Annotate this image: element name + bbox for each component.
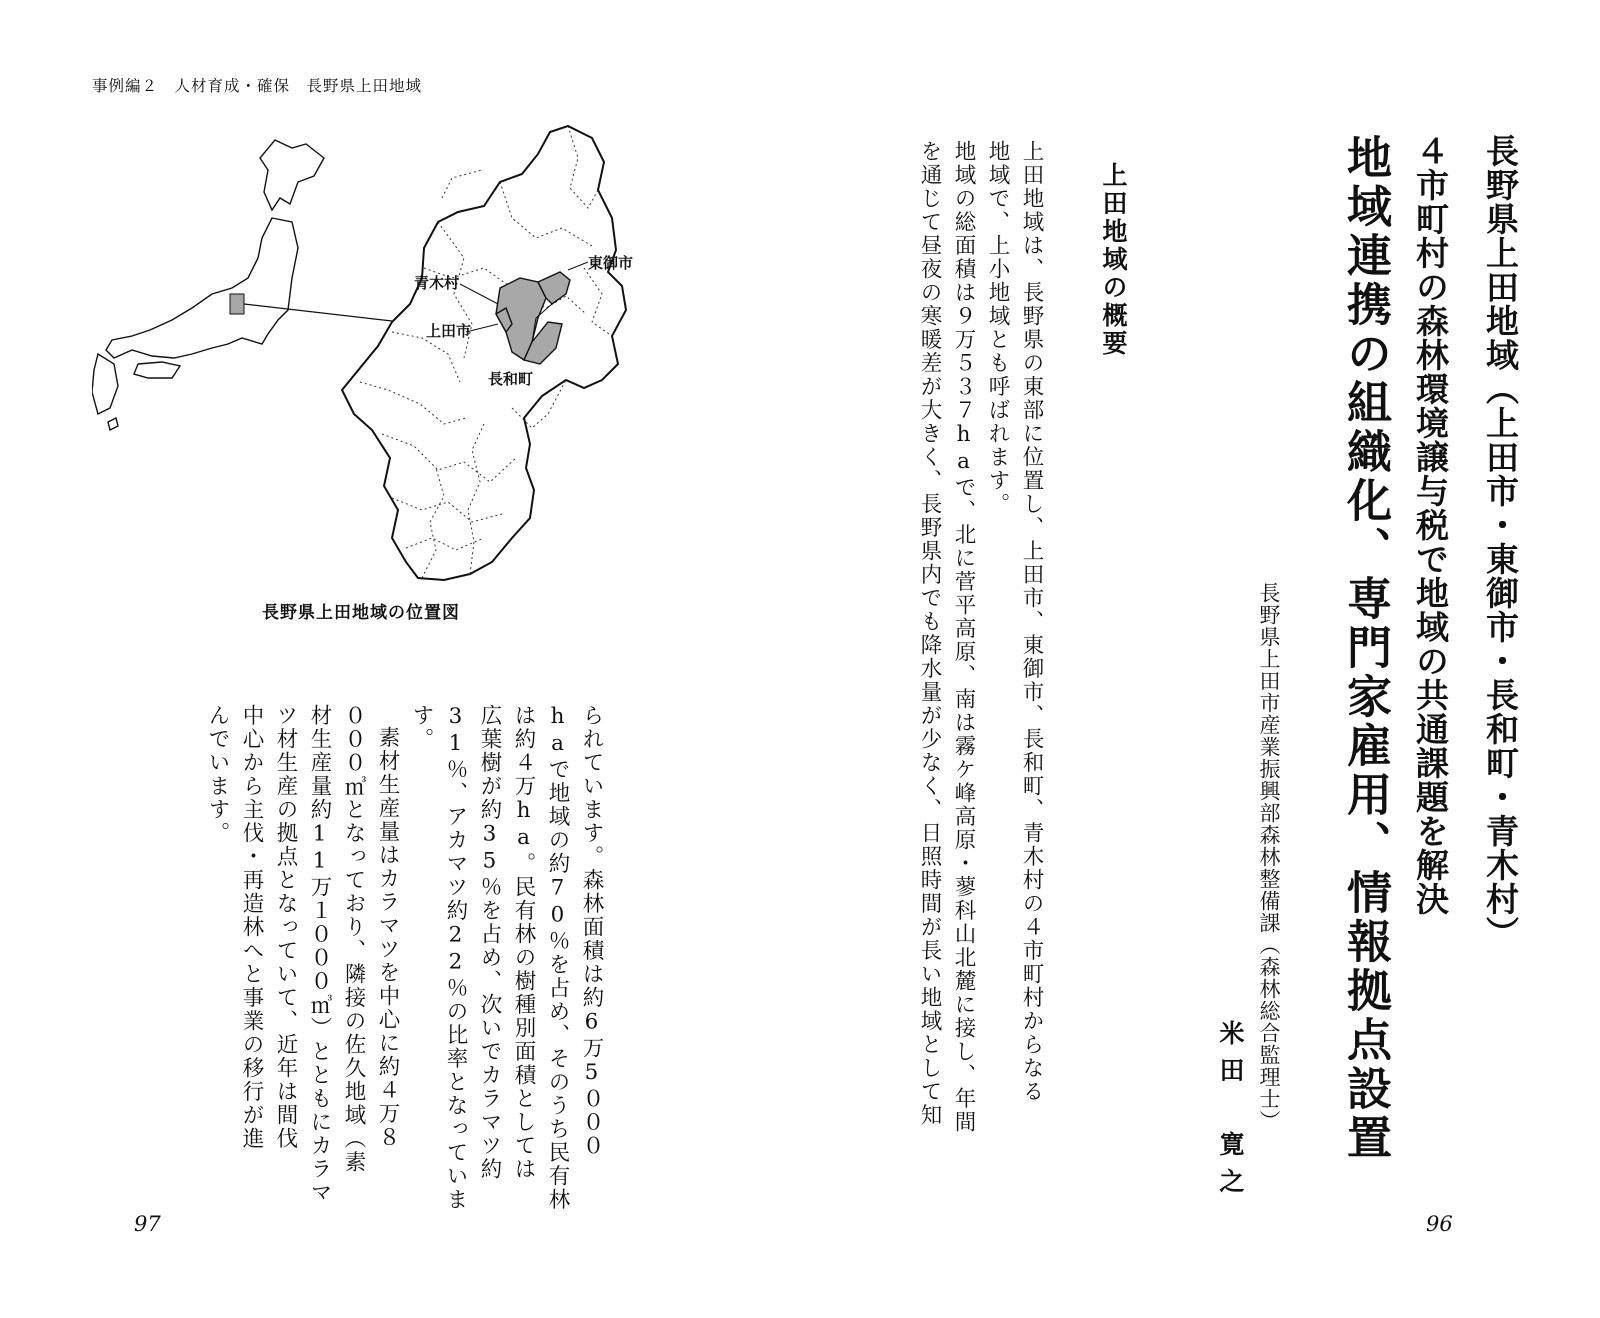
title-subtitle: ４市町村の森林環境譲与税で地域の共通課題を解決 bbox=[1411, 134, 1450, 916]
body-line: haで地域の約70％を占め、そのうち民有林 bbox=[545, 704, 570, 1212]
nagano-highlight-small bbox=[230, 294, 244, 314]
okinawa-shape bbox=[108, 418, 118, 430]
page-number-right: 96 bbox=[1426, 1212, 1453, 1236]
body-line: られています。森林面積は約6万5０００ bbox=[579, 704, 604, 1158]
location-map bbox=[92, 118, 672, 618]
section-heading: 上田地域の概要 bbox=[1099, 162, 1128, 358]
body-line: を通じて昼夜の寒暖差が大きく、長野県内でも降水量が少なく、日照時間が長い地域として知 bbox=[917, 140, 942, 1127]
honshu-shape bbox=[106, 218, 298, 358]
author-name: 米田 寛之 bbox=[1216, 1020, 1245, 1205]
body-line: 地域で、上小地域とも呼ばれます。 bbox=[985, 140, 1010, 516]
body-line: ツ材生産の拠点となっていて、近年は間伐 bbox=[273, 704, 298, 1151]
body-line: んでいます。 bbox=[205, 704, 230, 845]
body-line: 中心から主伐・再造林へと事業の移行が進 bbox=[239, 704, 264, 1151]
page-number-left: 97 bbox=[134, 1212, 161, 1236]
body-line: 素材生産量はカラマツを中心に約４万８ bbox=[375, 726, 400, 1149]
body-line: 地域の総面積は９万５３７haで、北に菅平高原、南は霧ケ峰高原・蓼科山北麓に接し、年間 bbox=[951, 140, 976, 1134]
body-upper bbox=[912, 140, 1048, 1160]
nagano-prefecture-shape bbox=[342, 126, 626, 580]
figure-caption: 長野県上田地域の位置図 bbox=[262, 603, 460, 623]
title-main: 地域連携の組織化、専門家雇用、情報拠点設置 bbox=[1339, 134, 1392, 1163]
label-nagawa: 長和町 bbox=[488, 370, 534, 388]
body-line: ０００㎥となっており、隣接の佐久地域（素 bbox=[341, 704, 366, 1174]
body-line: す。 bbox=[409, 704, 434, 751]
body-lower bbox=[200, 704, 608, 1212]
shikoku-shape bbox=[134, 362, 180, 378]
body-line: は約４万ha。民有林の樹種別面積としては bbox=[511, 704, 536, 1181]
author-department: 長野県上田市産業振興部森林整備課（森林総合監理士） bbox=[1257, 582, 1281, 1132]
hokkaido-shape bbox=[260, 140, 324, 210]
body-line: 上田地域は、長野県の東部に位置し、上田市、東御市、長和町、青木村の４市町村からなる bbox=[1019, 140, 1044, 1104]
label-aoki: 青木村 bbox=[414, 274, 460, 292]
body-line: 材生産量約11万１０００㎥）とともにカラマ bbox=[307, 704, 332, 1205]
location-map-figure bbox=[92, 118, 672, 618]
body-line: 広葉樹が約35％を占め、次いでカラマツ約 bbox=[477, 704, 502, 1181]
label-tomi: 東御市 bbox=[588, 254, 634, 272]
title-region: 長野県上田地域（上田市・東御市・長和町・青木村） bbox=[1481, 134, 1520, 950]
running-head: 事例編２ 人材育成・確保 長野県上田地域 bbox=[92, 77, 423, 95]
body-line: 31％、アカマツ約22％の比率となっていま bbox=[443, 704, 468, 1212]
label-ueda: 上田市 bbox=[426, 322, 472, 340]
kyushu-shape bbox=[92, 354, 118, 414]
japan-map bbox=[92, 140, 324, 430]
